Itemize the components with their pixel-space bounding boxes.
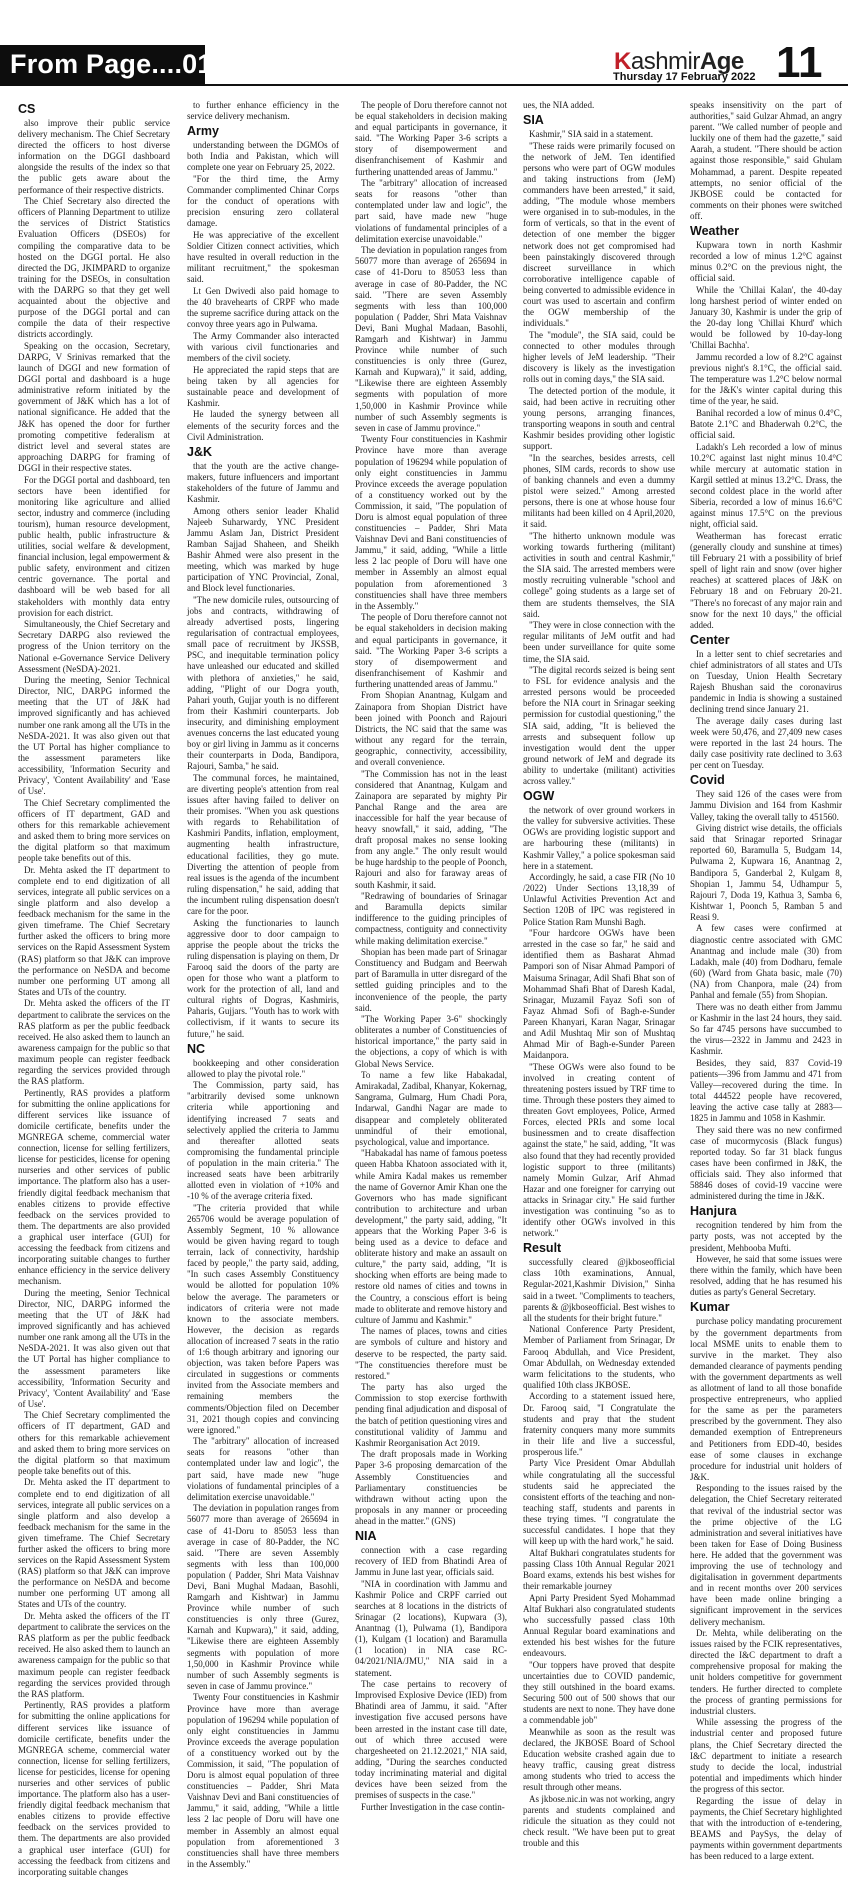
story-paragraph: Kupwara town in north Kashmir recorded a low of minus 1.2°C against minus 0.2°C on the previous night, the official said. <box>690 240 842 284</box>
story-paragraph: Further Investigation in the case contin- <box>361 1801 505 1812</box>
story-paragraph: "The digital records seized is being sent to FSL for evidence analysis and the arrested persons would be proceeded before the NIA court in Srinagar seeking permission for custodial questioning," the SIA said, adding, "It is believed the arrests and subsequent follow up investigation would dent the upper ground network of JeM and degrade its ability to undertake (militant) activities across valley." <box>523 665 675 787</box>
story-heading: Covid <box>690 773 725 788</box>
story-paragraph: Pertinently, RAS provides a platform for submitting the online applications for different services like issuance of domicile certificate, benefits under the MGNREGA scheme, commercial water connection, license for selling fertilizers, license for pesticides, license for opening nurseries and other services of public importance. The platform also has a user-friendly digital feedback mechanism that enables citizens to provide effective feedback on the services provided to them. The departments are also provided a graphical user interface (GUI) for accessing the feedback from citizens and incorporating suitable changes <box>18 1700 170 1877</box>
story-paragraph: that the youth are the active change-makers, future influencers and important stakeholders of the future of Jammu and Kashmir. <box>187 460 339 504</box>
story-paragraph: The deviation in population ranges from 56077 more than average of 265694 in case of 41-Doru to 85053 less than average in case of 80-Padder, the NC said. "There are seven Assembly segments with less than 100,000 population ( Padder, Shri Mata Vaishnav Devi, Bani Mughal Madaan, Basohli, Ramgarh and Kishtwar) in Jammu Province while number of such constituencies is only three (Gurez, Karnah and Kupwara)," it said, adding, "Likewise there are eighteen Assembly segments with population of more 1,50,000 in Kashmir Province while number of such Assembly segments is seven in case of Jammu province." <box>187 1503 339 1691</box>
story-paragraph: speaks insensitivity on the part of authorities," said Gulzar Ahmad, an angry parent. "We called number of people and luckily one of them had the gazette," said Aarah, a student. "There should be action against those responsible," said Ghulam Mohammad, a parent. Despite repeated attempts, no senior official of the JKBOSE could be contacted for comments on their phones were switched off. <box>690 100 842 221</box>
story-heading: OGW <box>523 789 555 804</box>
story-paragraph: The draft proposals made in Working Paper 3-6 proposing demarcation of the Assembly Constituencies and Parliamentary constituencies be withdrawn without acting upon the proposals in any manner or proceeding ahead in the matter." (GNS) <box>355 1449 507 1526</box>
story-paragraph: While assessing the progress of the industrial center and proposed future plans, the Chief Secretary directed the I&C department to initiate a research study to decide the local, industrial potential and impediments which hinder the progress of this sector. <box>690 1717 842 1794</box>
article-column-3 <box>355 100 507 1812</box>
story-paragraph: The "module", the SIA said, could be connected to other modules through higher levels of JeM leadership. "Their discovery is likely as the investigation rolls out in coming days," the SIA said. <box>523 329 675 385</box>
story-paragraph: According to a statement issued here, Dr. Farooq said, "I Congratulate the students and pray that the student fraternity conquers many more summits in their life and live a successful, prosperous life." <box>523 1391 675 1457</box>
story-paragraph: ues, the NIA added. <box>523 100 595 110</box>
story-paragraph: The average daily cases during last week were 50,476, and 27,409 new cases were reported in the last 24 hours. The daily case positivity rate declined to 3.63 per cent on Tuesday. <box>690 715 842 771</box>
logo-initial: K <box>614 48 631 75</box>
story-paragraph: Asking the functionaries to launch aggressive door to door campaign to apprise the people about the tricks the ruling dispensation is playing on them, Dr Farooq said the doors of the party are open for those who want a platform to work for the protection of all, land and cultural rights of Dogras, Kashmiris, Paharis, Gujjars. "Youth has to work with collectivism, if it wants to secure its future," he said. <box>187 917 339 1039</box>
story-paragraph: The Army Commander also interacted with various civil functionaries and members of the civil society. <box>187 330 339 363</box>
story-paragraph: The Chief Secretary complimented the officers of IT department, GAD and others for this remarkable achievement and asked them to bring more services on the digital platform so that maximum people take benefits out of this. <box>18 1410 170 1476</box>
story-paragraph: He was appreciative of the excellent Soldier Citizen connect activities, which have resulted in overall reduction in the militant recruitment," the spokesman said. <box>187 229 339 285</box>
story-heading: Result <box>523 1241 562 1256</box>
story-heading: Weather <box>690 224 740 239</box>
story-paragraph: Lt Gen Dwivedi also paid homage to the 40 bravehearts of CRPF who made the supreme sacrifice during attack on the convoy three years ago in Pulwama. <box>187 285 339 330</box>
story-paragraph: While the 'Chillai Kalan', the 40-day long harshest period of winter ended on January 30, Kashmir is under the grip of the 20-day long 'Chillai Khurd' which would be followed by 10-day-long 'Chillai Bachha'. <box>690 284 842 351</box>
story-paragraph: Dr. Mehta asked the IT department to complete end to end digitization of all services, integrate all public services on a single platform and also develop a feedback mechanism for the same in the given timeframe. The Chief Secretary further asked the officers to bring more services on the Rapid Assessment System (RAS) platform so that J&K can improve the performance on NeSDA and become number one performing UT among all States and UTs of the country. <box>18 1477 170 1610</box>
story-paragraph: Speaking on the occasion, Secretary, DARPG, V Srinivas remarked that the launch of DGGI and new formation of DGGI portal and dashboard is a huge administrative reform initiated by the government of J&K which has a lot of national significance. He added that the J&K has opened the door for further promoting competitive federalism at district level and several states are approaching DARPG for framing of DGGI in their respective states. <box>18 340 170 473</box>
story-paragraph: "The new domicile rules, outsourcing of jobs and contracts, withdrawing of already advertised posts, lingering regularisation of contractual employees, small pace of recruitment by JKSSB, PSC, and inequitable termination policy have unleashed our educated and skilled with plethora of anxieties," he said, adding, "Plight of our Dogra youth, Pahari youth, Gujjar youth is no different from their Kashmiri counterparts. Job insecurity, and diminishing employment avenues concerns the last educated young boy or girl living in Jammu as it concerns their counterparts in Doda, Bandipora, Rajouri, Samba," he said. <box>187 594 339 772</box>
story-paragraph: "Our toppers have proved that despite uncertainties due to COVID pandemic, they still outshined in the board exams. Securing 500 out of 500 shows that our students are next to none. They have done a commendable job" <box>523 1659 675 1726</box>
story-paragraph: The deviation in population ranges from 56077 more than average of 265694 in case of 41-Doru to 85053 less than average in case of 80-Padder, the NC said. "There are seven Assembly segments with less than 100,000 population ( Padder, Shri Mata Vaishnav Devi, Bani Mughal Madaan, Basohli, Ramgarh and Kishtwar) in Jammu Province while number of such constituencies is only three (Gurez, Karnah and Kupwara)," it said, adding, "Likewise there are eighteen Assembly segments with population of more 1,50,000 in Kashmir Province while number of such Assembly segments is seven in case of Jammu province." <box>355 245 507 433</box>
story-paragraph: bookkeeping and other consideration allowed to play the pivotal role." <box>187 1057 339 1079</box>
story-paragraph: Accordingly, he said, a case FIR (No 10 /2022) Under Sections 13,18,39 of Unlawful Activities Prevention Act and Section 120B of IPC was registered in Police Station Ram Munshi Bagh. <box>523 872 675 927</box>
story-paragraph: "NIA in coordination with Jammu and Kashmir Police and CRPF carried out searches at 8 locations in the districts of Srinagar (2 locations), Kupwara (3), Anantnag (1), Pulwama (1), Bandipora (1), Kulgam (1 location) and Baramulla (1 location) in NIA case RC-04/2021/NIA/JMU," NIA said in a statement. <box>355 1578 507 1678</box>
story-heading: Army <box>187 124 219 139</box>
article-column-1 <box>18 100 170 1877</box>
logo-middle: ashmir <box>630 48 700 75</box>
story-paragraph: "The Commission has not in the least considered that Anantnag, Kulgam and Zainapora are separated by mighty Pir Panchal Range and the area are inaccessible for half the year because of heavy snowfall," it said, adding, "The draft proposal makes no sense looking from any angle." The only result would be huge hardship to the people of Poonch, Rajouri and also for faraway areas of south Kashmir, it said. <box>355 768 507 890</box>
story-paragraph: "The hitherto unknown module was working towards furthering (militant) activities in south and central Kashmir," the SIA said. The arrested members were mostly recruiting vulnerable "school and college" going students as a large set of them are students themselves, the SIA said. <box>523 530 675 619</box>
story-paragraph: The case pertains to recovery of Improvised Explosive Device (IED) from Bhatindi area of Jammu, it said. "After investigation five accused persons have been arrested in the instant case till date, out of which three accused were chargesheeted on 21.12.2021," NIA said, adding, "During the searches conducted today incriminating material and digital devices have been seized from the premises of suspects in the case." <box>355 1679 507 1801</box>
masthead <box>0 0 848 92</box>
story-paragraph: He lauded the synergy between all elements of the security forces and the Civil Administration. <box>187 409 339 442</box>
story-paragraph: successfully cleared @jkboseofficial class 10th examinations, Annual, Regular-2021,Kashmir Division," Sinha said in a tweet. "Compliments to teachers, parents & @jkboseofficial. Best wishes to all the students for their bright future." <box>523 1257 675 1323</box>
story-paragraph: The communal forces, he maintained, are diverting people's attention from real issues after having failed to deliver on their promises. "When you ask questions with regards to Rehabilitation of Kashmiri Pandits, inflation, employment, augmenting health infrastructure, educational facilities, they go mute. Diverting the attention of people from real issues is the agenda of the incumbent ruling dispensation," he said, adding that the incumbent ruling dispensation doesn't care for the poor. <box>187 772 339 916</box>
story-paragraph: Ladakh's Leh recorded a low of minus 10.2°C against last night minus 10.4°C while mercury at automatic station in Kargil settled at minus 13.2°C. Drass, the second coldest place in the world after Siberia, recorded a low of minus 16.6°C against minus 17.5°C on the previous night, official said. <box>690 441 842 530</box>
story-heading: Kumar <box>690 1300 730 1315</box>
article-column-5 <box>690 100 842 1861</box>
story-paragraph: Altaf Bukhari congratulates students for passing Class 10th Annual Regular 2021 Board exams, extends his best wishes for their remarkable journey <box>523 1547 675 1591</box>
story-paragraph: recognition tendered by him from the party posts, was not accepted by the president, Mehbooba Mufti. <box>690 1220 842 1253</box>
story-paragraph: During the meeting, Senior Technical Director, NIC, DARPG informed the meeting that the UT of J&K had improved significantly and has achieved number one rank among all the UTs in the NeSDA-2021. It was also given out that the UT Portal has higher compliance to the assessment parameters like accessibility, 'Information Security and Privacy', 'Content Availability' and 'Ease of Use'. <box>18 675 170 797</box>
story-paragraph: The "arbitrary" allocation of increased seats for reasons "other than contemplated under law and logic", the part said, have made new "huge violations of fundamental principles of a delimitation exercise unavoidable." <box>355 178 507 244</box>
story-heading: NIA <box>355 1529 377 1543</box>
story-paragraph: Shopian has been made part of Srinagar Constituency and Budgam and Beerwah part of Baramulla in utter disregard of the settled guiding principles and to the inconvenience of the people, the party said. <box>355 947 507 1013</box>
story-paragraph: to further enhance efficiency in the service delivery mechanism. <box>187 100 339 122</box>
story-heading: NC <box>187 1041 206 1056</box>
story-paragraph: The names of places, towns and cities are symbols of culture and history and deserve to be respected, the party said. "The constituencies therefore must be restored." <box>355 1326 507 1381</box>
story-paragraph: "For the third time, the Army Commander complimented Chinar Corps for the conduct of operations with precision ensuring zero collateral damage. <box>187 173 339 229</box>
story-paragraph: Weatherman has forecast erratic (generally cloudy and sunshine at times) till February 21 with a possibility of brief spell of light rain and snow (over higher reaches) at scattered places of J&K on February 18 and on February 20-21. "There's no forecast of any major rain and snow for the next 10 days," the official added. <box>690 530 842 630</box>
story-paragraph: The people of Doru therefore cannot not be equal stakeholders in decision making and equal participants in governance, it said. "The Working Paper 3-6 scripts a story of disempowerment and disenfranchisement of Kashmir and furthering unattended areas of Jammu." <box>355 100 507 177</box>
story-heading: Center <box>690 632 730 647</box>
story-heading: SIA <box>523 113 544 128</box>
story-paragraph: purchase policy mandating procurement by the government departments from local MSME units to enable them to survive in the market. They also demanded clearance of payments pending with the government departments as well as allotment of land to all those bonafide prospective entrepreneurs, who applied for the same as per the parameters prescribed by the government. They also demanded exemption of Entrepreneurs and Petitioners from EDD-40, besides ease of some clauses in exchange procedure for industrial unit holders of J&K. <box>690 1316 842 1482</box>
logo-suffix: Age <box>699 48 744 75</box>
story-paragraph: In a letter sent to chief secretaries and chief administrators of all states and UTs on Tuesday, Union Health Secretary Rajesh Bhushan said the coronavirus pandemic in India is showing a sustained declining trend since January 21. <box>690 648 842 715</box>
story-paragraph: As jkbose.nic.in was not working, angry parents and students complained and ridicule the situation as they could not check result. "We have been put to great trouble and this <box>523 1793 675 1849</box>
story-paragraph: Dr. Mehta asked the IT department to complete end to end digitization of all services, integrate all public services on a single platform and also develop a feedback mechanism for the same in the given timeframe. The Chief Secretary further asked the officers to bring more services on the Rapid Assessment System (RAS) platform so that J&K can improve the performance on NeSDA and become number one performing UT among all States and UTs of the country. <box>18 864 170 997</box>
story-paragraph: "The Working Paper 3-6" shockingly obliterates a number of Constituencies of historical importance," the party said in the objections, a copy of which is with Global News Service. <box>355 1014 507 1069</box>
story-paragraph: Apni Party President Syed Mohammad Altaf Bukhari also congratulated students who successfully passed class 10th Annual Regular board examinations and extended his best wishes for the future endeavours. <box>523 1592 675 1659</box>
story-paragraph: Twenty Four constituencies in Kashmir Province have more than average population of 196294 while population of only eight constituencies in Jammu Province exceeds the average population of a constituency worked out by the Commission, it said, "The population of Doru is almost equal population of three constituencies – Padder, Shri Mata Vaishnav Devi and Bani constituencies of Jammu," it said, adding, "While a little less 2 lac people of Doru will have one member in Assembly an almost equal population from aforementioned 3 constituencies shall have three members in the Assembly." <box>355 434 507 611</box>
story-paragraph: Twenty Four constituencies in Kashmir Province have more than average population of 196294 while population of only eight constituencies in Jammu Province exceeds the average population of a constituency worked out by the Commission, it said, "The population of Doru is almost equal population of three constituencies – Padder, Shri Mata Vaishnav Devi and Bani constituencies of Jammu," it said, adding, "While a little less 2 lac people of Doru will have one member in Assembly an almost equal population from aforementioned 3 constituencies shall have three members in the Assembly." <box>187 1692 339 1869</box>
story-paragraph: Jammu recorded a low of 8.2°C against previous night's 8.1°C, the official said. The temperature was 1.2°C below normal for the J&K's winter capital during this time of the year, he said. <box>690 351 842 407</box>
section-title: From Page....01 <box>10 49 213 79</box>
story-paragraph: "The criteria provided that while 265706 would be average population of Assembly Segment, 10 % allowance would be given having regard to tough terrain, lack of connectivity, hardship faced by people," the party said, adding, "In such cases Assembly Constituency would be allotted for population 10% below the average. The parameters or indicators of criteria were not made known to the associate members. However, the decision as regards allocation of increased 7 seats in the ratio of 1:6 though arbitrary and ignoring our objection, was taken before Papers was circulated in suggestions or comments invited from the Associate members and remaining members the comments/Objection filed on December 31, 2021 though copies and convincing were ignored." <box>187 1202 339 1435</box>
story-paragraph: The "arbitrary" allocation of increased seats for reasons "other than contemplated under law and logic", the part said, have made new "huge violations of fundamental principles of a delimitation exercise unavoidable." <box>187 1436 339 1502</box>
story-paragraph: understanding between the DGMOs of both India and Pakistan, which will complete one year on February 25, 2022. <box>187 140 339 173</box>
article-column-4 <box>523 100 675 1849</box>
story-paragraph: Dr. Mehta asked the officers of the IT department to calibrate the services on the RAS platform as per the public feedback received. He also asked them to launch an awareness campaign for the public so that maximum people can register feedback regarding the services provided through the RAS platform. <box>18 1611 170 1699</box>
story-paragraph: Besides, they said, 837 Covid-19 patients—396 from Jammu and 471 from Valley—recovered during the time. In total 444522 people have recovered, leaving the active case tally at 2883—1825 in Jammu and 1058 in Kashmir. <box>690 1057 842 1124</box>
story-paragraph: To name a few like Habakadal, Amirakadal, Zadibal, Khanyar, Kokernag, Sangrama, Gulmarg, Hum Chadi Pora, Indarwal, Gandhi Nagar are made to disappear and completely obliterated unmindful of their emotional, psychological, value and importance. <box>355 1070 507 1147</box>
article-column-2 <box>187 100 339 1869</box>
story-paragraph: "They were in close connection with the regular militants of JeM outfit and had been under surveillance for quite some time, the SIA said. <box>523 620 675 664</box>
story-paragraph: "Four hardcore OGWs have been arrested in the case so far," he said and identified them as Basharat Ahmad Pampori son of Nisar Ahmad Pampori of Maisuma Srinagar, Adil Shafi Bhat son of Mohammad Shafi Bhat of Daresh Kadal, Srinagar, Muzamil Fayaz Sofi son of Fayaz Ahmad Sofi of Bagh-e-Sunder Pareen Khanyari, Karan Nagar, Srinagar and Adil Mushtaq Mir son of Mushtaq Ahmad Mir of Bagh-e-Sunder Pareen Maidanpora. <box>523 928 675 1061</box>
story-paragraph: The Chief Secretary complimented the officers of IT department, GAD and others for this remarkable achievement and asked them to bring more services on the digital platform so that maximum people take benefits out of this. <box>18 797 170 864</box>
story-paragraph: The people of Doru therefore cannot not be equal stakeholders in decision making and equal participants in governance, it said. "The Working Paper 3-6 scripts a story of disempowerment and disenfranchisement of Kashmir and furthering unattended areas of Jammu." <box>355 612 507 689</box>
story-paragraph: connection with a case regarding recovery of IED from Bhatindi Area of Jammu in June last year, officials said. <box>355 1545 507 1578</box>
story-paragraph: also improve their public service delivery mechanism. The Chief Secretary directed the officers to host diverse information on the DGGI dashboard alongside the results of the index so that the public gets aware about the performance of their respective districts. <box>18 118 170 195</box>
story-paragraph: National Conference Party President, Member of Parliament from Srinagar, Dr Farooq Abdullah, and Vice President, Omar Abdullah, on Wednesday extended warm felicitations to the students, who qualified 10th class JKBOSE. <box>523 1324 675 1390</box>
story-paragraph: Responding to the issues raised by the delegation, the Chief Secretary reiterated that revival of the industrial sector was the prime objective of the LG administration and several initiatives have been taken for Ease of Doing Business here. He added that the government was improving the use of technology and digitalisation in government departments and in recent months over 200 services have been made online bringing a significant improvement in the services delivery mechanism. <box>690 1483 842 1627</box>
story-paragraph: "Habakadal has name of famous poetess queen Habba Khatoon associated with it, while Amira Kadal makes us remember the name of Governor Amir Khan one the Governors who has made significant contribution to architecture and urban development," the party said, adding, "It appears that the Working Paper 3-6 is being used as a device to deface and obliterate history and make an assault on culture," the party said, adding, "It is shocking when efforts are being made to restore old names of cities and towns in the Country, a conscious effort is being made to obliterate and remove history and culture of Jammu and Kashmir." <box>355 1148 507 1325</box>
story-paragraph: "These OGWs were also found to be involved in creating content of threatening posters issued by TRF time to time. Through these posters they aimed to threaten Govt employees, Police, Armed Forces, elected PRIs and some local businessmen and to create disaffection against the state," he said, adding, "It was also found that they had recently provided logistic support to three (militants) namely Momin Gulzar, Arif Ahmad Hazar and one foreigner for carrying out attacks in Srinagar city." He said further investigation was continuing "so as to identify other OGWs involved in this network." <box>523 1061 675 1239</box>
story-paragraph: The Chief Secretary also directed the officers of Planning Department to utilize the services of District Statistics Evaluation Officers (DSEOs) for compiling the comparative data to be hosted on the DGGI portal. He also directed the DG, JKIMPARD to organize training for the DSEOs, in consultation with the DARPG so that they get well acquainted about the objective and purpose of the DGGI portal and can compile the data of their respective districts accordingly. <box>18 196 170 340</box>
story-paragraph: However, he said that some issues were there within the family, which have been resolved, adding that he has resumed his duties as party's General Secretary. <box>690 1254 842 1298</box>
dateline: Thursday 17 February 2022 <box>613 71 756 83</box>
story-paragraph: Banihal recorded a low of minus 0.4°C, Batote 2.1°C and Bhaderwah 0.2°C, the official said. <box>690 407 842 441</box>
story-paragraph: Meanwhile as soon as the result was declared, the JKBOSE Board of School Education website crashed again due to heavy traffic, causing great distress among students who tried to access the result through other means. <box>523 1726 675 1793</box>
story-paragraph: For the DGGI portal and dashboard, ten sectors have been identified for monitoring like agriculture and allied sector, industry and commerce (including tourism), human resource development, public health, public infrastructure & utilities, social welfare & development, financial inclusion, legal empowerment & public safety, environment and citizen centric governance. The portal and dashboard will be web based for all stakeholders with monthly data entry provision for each district. <box>18 474 170 618</box>
story-paragraph: Among others senior leader Khalid Najeeb Suharwardy, YNC President Jammu Aslam Jan, District President Ramban Sajjad Shaheen, and Sheikh Bashir Ahmed were also present in the meeting, which was marked by huge participation of YNC Provincial, Zonal, and Block level functionaries. <box>187 505 339 594</box>
story-paragraph: He appreciated the rapid steps that are being taken by all agencies for sustainable peace and development of Kashmir. <box>187 364 339 408</box>
story-paragraph: There was no death either from Jammu or Kashmir in the last 24 hours, they said. So far 4745 persons have succumbed to the virus—2322 in Jammu and 2423 in Kashmir. <box>690 1001 842 1056</box>
story-heading: Hanjura <box>690 1204 737 1219</box>
story-paragraph: "In the searches, besides arrests, cell phones, SIM cards, records to show use of banking channels and even a dummy pistol were seized." Among arrested persons, there is one at whose house four militants had been killed on 4 April,2020, it said. <box>523 452 675 530</box>
story-paragraph: During the meeting, Senior Technical Director, NIC, DARPG informed the meeting that the UT of J&K had improved significantly and has achieved number one rank among all the UTs in the NeSDA-2021. It was also given out that the UT Portal has higher compliance to the assessment parameters like accessibility, 'Information Security and Privacy', 'Content Availability' and 'Ease of Use'. <box>18 1287 170 1409</box>
story-paragraph: The party has also urged the Commission to stop exercise forthwith pending final adjudication and disposal of the batch of petition questioning vires and constitutional validity of Jammu and Kashmir Reorganisation Act 2019. <box>355 1382 507 1448</box>
story-paragraph: They said 126 of the cases were from Jammu Division and 164 from Kashmir Valley, taking the overall tally to 451560. <box>690 789 842 822</box>
story-paragraph: The detected portion of the module, it said, had been active in recruiting other young persons, arranging finances, transporting weapons in south and central Kashmir besides providing other logistic support. <box>523 385 675 452</box>
header-rule <box>205 84 848 86</box>
page-number: 11 <box>776 38 823 87</box>
story-heading: CS <box>18 102 36 116</box>
story-paragraph: "Redrawing of boundaries of Srinagar and Baramulla depicts similar indifference to the guiding principles of compactness, contiguity and connectivity while making delimitation exercise." <box>355 891 507 946</box>
story-paragraph: They said there was no new confirmed case of mucormycosis (Black fungus) reported today. So far 31 black fungus cases have been confirmed in J&K, the officials said. They also informed that 58846 doses of covid-19 vaccine were administered during the time in J&K. <box>690 1124 842 1202</box>
story-paragraph: From Shopian Anantnag, Kulgam and Zainapora from Shopian District have been joined with Poonch and Rajouri Districts, the NC said that the same was without any regard for the terrain, geographic, connectivity, accessibility, and overall convenience. <box>355 690 507 768</box>
story-paragraph: The Commission, party said, has "arbitrarily devised some unknown criteria while apportioning and identifying increased 7 seats and selectively applied the criteria to Jammu and thereafter allotted seats compromising the fundamental principle of population in the main criteria." The increased seats have been arbitrarily allotted even in violation of +10% and -10 % of the average criteria fixed. <box>187 1080 339 1202</box>
story-paragraph: the network of over ground workers in the valley for subversive activities. These OGWs are providing logistic support and are harbouring these (militants) in Kashmir Valley," a police spokesman said here in a statement. <box>523 805 675 871</box>
story-paragraph: Pertinently, RAS provides a platform for submitting the online applications for different services like issuance of domicile certificate, benefits under the MGNREGA scheme, commercial water connection, license for selling fertilizers, license for pesticides, license for opening nurseries and other services of public importance. The platform also has a user-friendly digital feedback mechanism that enables citizens to provide effective feedback on the services provided to them. The departments are also provided a graphical user interface (GUI) for accessing the feedback from citizens and incorporating suitable changes to further enhance efficiency in the service delivery mechanism. <box>18 1087 170 1287</box>
story-paragraph: Dr. Mehta, while deliberating on the issues raised by the FCIK representatives, directed the I&C department to draft a comprehensive proposal for making the unit holders competitive for government tenders. He further directed to complete the process of granting permissions for industrial clusters. <box>690 1628 842 1716</box>
story-paragraph: Party Vice President Omar Abdullah while congratulating all the successful students said he appreciated the consistent efforts of the teaching and non-teaching staff, students and parents in these trying times. "I congratulate the successful candidates. I hope that they will keep up with the hard work," he said. <box>523 1458 675 1547</box>
story-paragraph: Giving district wise details, the officials said that Srinagar reported Srinagar reported 60, Baramulla 5, Budgam 14, Pulwama 2, Kupwara 16, Anantnag 2, Bandipora 5, Ganderbal 2, Kulgam 8, Shopian 1, Jammu 54, Udhampur 5, Rajouri 7, Doda 19, Kathua 3, Samba 6, Kishtwar 1, Poonch 5, Ramban 5 and Reasi 9. <box>690 823 842 922</box>
story-paragraph: "These raids were primarily focused on the network of JeM. Ten identified persons who were part of OGW modules and taking instructions from (JeM) commanders have been arrested," it said, adding, "The module whose members were organised in to sub-modules, in the form of verticals, so that in the event of detection of one member the bigger network does not get compromised had been painstakingly discovered through discreet surveillance in which corroborative intelligence capable of being converted to admissible evidence in court was used to ascertain and confirm the OGW membership of the individuals." <box>523 140 675 329</box>
story-paragraph: Regarding the issue of delay in payments, the Chief Secretary highlighted that with the introduction of e-tendering, BEAMS and PaySys, the delay of payments within government departments has been reduced to a large extent. <box>690 1795 842 1861</box>
story-paragraph: Simultaneously, the Chief Secretary and Secretary DARPG also reviewed the progress of the Union territory on the National e-Governance Service Delivery Assessment (NeSDA)-2021. <box>18 619 170 674</box>
section-banner <box>0 45 213 86</box>
story-paragraph: A few cases were confirmed at diagnostic centre associated with GMC Anantnag and include male (30) from Ladakh, male (40) from Dodharu, female (60) (Ward from Ghata basic, male (70) (NA) from Chanpora, male (24) from Panhal and female (55) from Shopian. <box>690 923 842 1001</box>
story-paragraph: Kashmir," SIA said in a statement. <box>529 129 654 140</box>
story-heading: J&K <box>187 444 213 459</box>
story-paragraph: Dr. Mehta asked the officers of the IT department to calibrate the services on the RAS platform as per the public feedback received. He also asked them to launch an awareness campaign for the public so that maximum people can register feedback regarding the services provided through the RAS platform. <box>18 998 170 1087</box>
